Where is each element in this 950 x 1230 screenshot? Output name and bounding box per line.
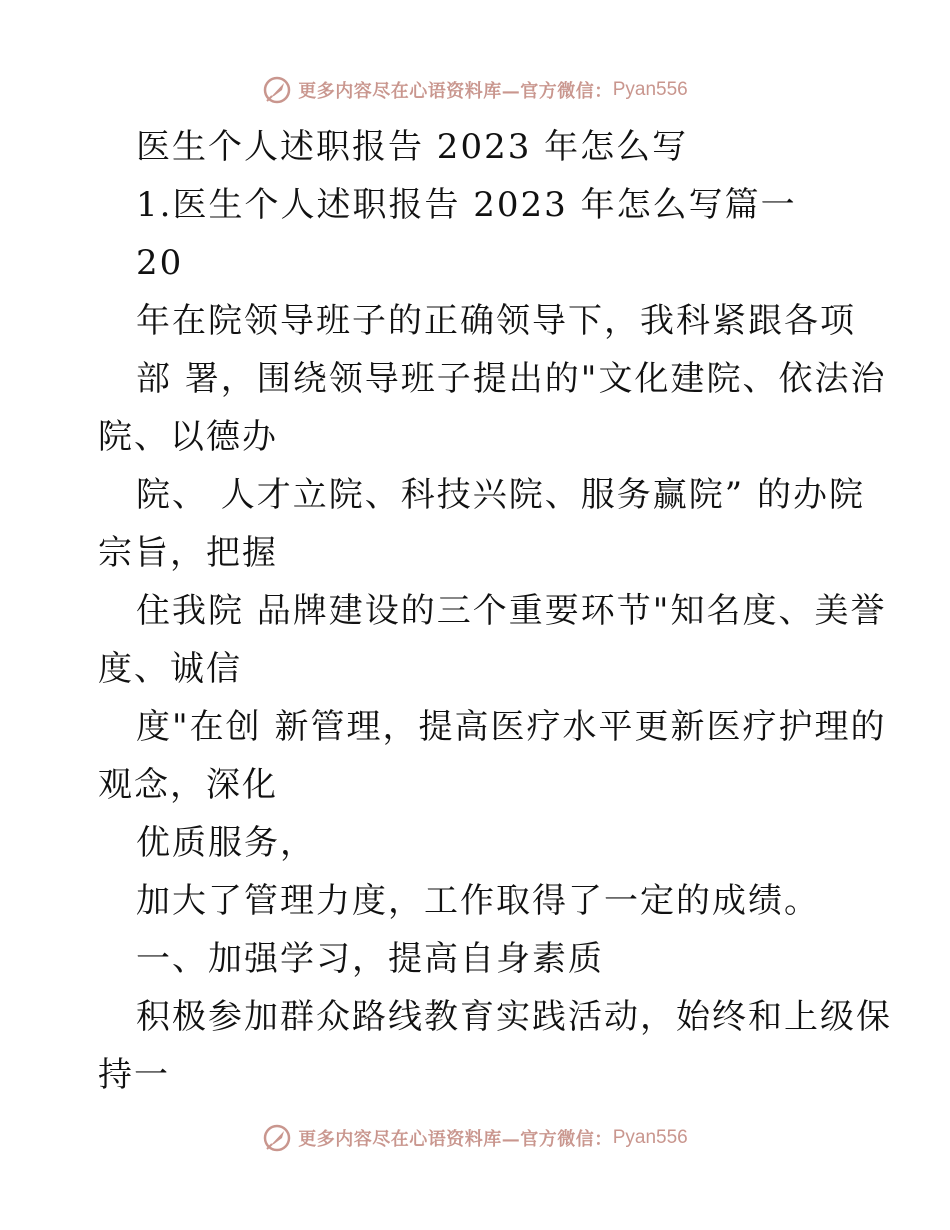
text-line: 持一 [98,1055,170,1095]
quill-circle-logo-icon [262,1123,292,1153]
text-line: 年在院领导班子的正确领导下，我科紧跟各项 [136,301,856,341]
text-line: 加大了管理力度，工作取得了一定的成绩。 [136,881,820,921]
text-line: 优质服务， [136,823,316,863]
text-line: 积极参加群众路线教育实践活动，始终和上级保 [136,997,892,1037]
document-title: 医生个人述职报告 2023 年怎么写 [136,127,689,167]
watermark-wechat-id: Pyan556 [612,1127,688,1148]
watermark-banner-top [0,70,950,110]
watermark-text: 更多内容尽在心语资料库—官方微信： [298,81,613,102]
watermark-text: 更多内容尽在心语资料库—官方微信： [298,1129,613,1150]
subsection-heading: 一、加强学习，提高自身素质 [136,939,604,979]
text-line: 住我院 品牌建设的三个重要环节"知名度、美誉 [136,591,887,631]
section-heading: 1.医生个人述职报告 2023 年怎么写篇一 [136,185,797,225]
watermark-wechat-id: Pyan556 [612,79,688,100]
text-line: 院、以德办 [98,417,278,457]
text-line: 20 [136,243,184,283]
watermark-banner-bottom [0,1118,950,1158]
text-line: 观念，深化 [98,765,278,805]
text-line: 院、 人才立院、科技兴院、服务赢院” 的办院 [136,475,865,515]
text-line: 部 署，围绕领导班子提出的"文化建院、依法治 [136,359,887,399]
document-body [98,118,898,1104]
quill-circle-logo-icon [262,75,292,105]
text-line: 宗旨，把握 [98,533,278,573]
text-line: 度"在创 新管理，提高医疗水平更新医疗护理的 [136,707,887,747]
text-line: 度、诚信 [98,649,242,689]
